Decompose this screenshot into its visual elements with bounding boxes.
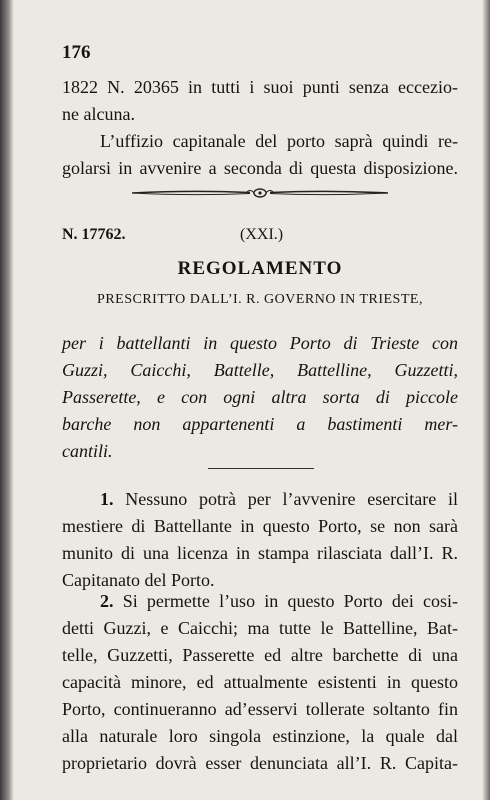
page-shadow-left: [0, 0, 14, 800]
italic-line: Guzzi, Caicchi, Battelle, Battelline, Guzzetti,: [62, 360, 458, 380]
text-line: golarsi in avvenire a seconda di questa disposizione.: [62, 158, 458, 178]
section-roman-numeral: (XXI.): [240, 226, 284, 243]
text-line: alla naturale loro singola estinzione, la quale dal: [62, 726, 458, 746]
text-line: [62, 486, 458, 513]
paragraph-text: Nessuno potrà per l’avvenire esercitare il: [125, 489, 459, 509]
section-header: [62, 226, 458, 250]
text-line: Capitanato del Porto.: [62, 570, 215, 590]
text-line: Porto, continueranno ad’esservi tollerate soltanto fin: [62, 699, 458, 719]
italic-line: Passerette, e con ogni altra sorta di piccole: [62, 387, 458, 407]
italic-line: per i battellanti in questo Porto di Trieste con: [62, 333, 458, 353]
page-number: 176: [62, 42, 91, 63]
page-shadow-right: [482, 0, 490, 800]
text-line: [62, 588, 458, 615]
document-title: REGOLAMENTO: [177, 258, 343, 279]
document-number: N. 17762.: [62, 226, 126, 243]
document-subtitle: PRESCRITTO DALL’I. R. GOVERNO IN TRIESTE,: [97, 292, 423, 307]
text-line: ne alcuna.: [62, 104, 135, 124]
text-line: telle, Guzzetti, Passerette ed altre barchette di una: [62, 645, 458, 665]
italic-line: cantili.: [62, 441, 113, 461]
text-line: mestiere di Battellante in questo Porto, se non sarà: [62, 516, 458, 536]
italic-line: barche non appartenenti a bastimenti mer-: [62, 414, 458, 434]
text-line: detti Guzzi, e Caicchi; ma tutte le Battelline, Bat-: [62, 618, 458, 638]
paragraph-number: 1.: [100, 489, 114, 509]
paragraph-1: [62, 486, 458, 594]
text-line: L’uffizio capitanale del porto saprà quindi re-: [100, 131, 458, 151]
paragraph-text: Si permette l’uso in questo Porto dei cosi-: [122, 591, 459, 611]
italic-description: [62, 330, 458, 465]
paragraph-number: 2.: [100, 591, 114, 611]
top-text-block: [62, 74, 458, 182]
text-line: 1822 N. 20365 in tutti i suoi punti senza eccezio-: [62, 77, 458, 97]
text-line: capacità minore, ed attualmente esistenti in questo: [62, 672, 458, 692]
ornament-divider-icon: [132, 186, 388, 200]
separator-rule: [208, 468, 314, 469]
text-line: munito di una licenza in stampa rilasciata dall’I. R.: [62, 543, 458, 563]
text-line: proprietario dovrà esser denunciata all’I. R. Capita-: [62, 753, 458, 773]
paragraph-2: [62, 588, 458, 777]
